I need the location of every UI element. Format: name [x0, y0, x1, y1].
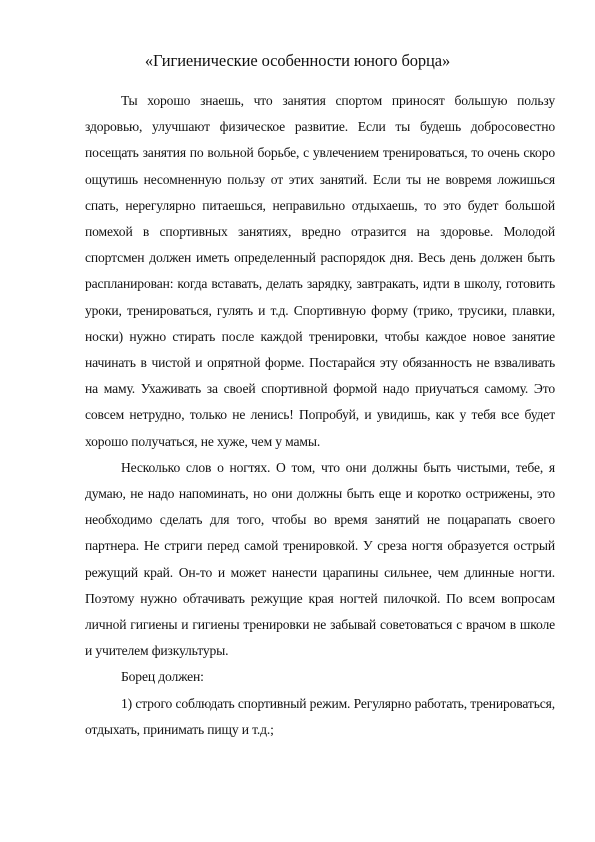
paragraph-intro: Ты хорошо знаешь, что занятия спортом приносят большую пользу здоровью, улучшают физическое развитие. Если ты будешь добросовестно посещать занятия по вольной борьбе, с увлечением тренироваться, то очень скоро ощутишь несомненную пользу от этих занятий. Если ты не вовремя ложишься спать, нерегулярно питаешься, неправильно отдыхаешь, то это будет большой помехой в спортивных занятиях, вредно отразится на здоровье. Молодой спортсмен должен иметь определенный распорядок дня. Весь день должен быть распланирован: когда вставать, делать зарядку, завтракать, идти в школу, готовить уроки, тренироваться, гулять и т.д. Спортивную форму (трико, трусики, плавки, носки) нужно стирать после каждой тренировки, чтобы каждое новое занятие начинать в чистой и опрятной форме. Постарайся эту обязанность не взваливать на маму. Ухаживать за своей спортивной формой надо приучаться самому. Это совсем нетрудно, только не ленись! Попробуй, и увидишь, как у тебя все будет хорошо получаться, не хуже, чем у мамы. [85, 93, 555, 449]
document-title: «Гигиенические особенности юного борца» [144, 51, 451, 70]
document-body [85, 88, 555, 743]
paragraph-nails: Несколько слов о ногтях. О том, что они должны быть чистыми, тебе, я думаю, не надо напоминать, но они должны быть еще и коротко острижены, это необходимо сделать для того, чтобы во время занятий не поцарапать своего партнера. Не стриги перед самой тренировкой. У среза ногтя образуется острый режущий край. Он-то и может нанести царапины сильнее, чем длинные ногти. Поэтому нужно обтачивать режущие края ногтей пилочкой. По всем вопросам личной гигиены и гигиены тренировки не забывай советоваться с врачом в школе и учителем физкультуры. [85, 459, 555, 659]
paragraph-rule-1: 1) строго соблюдать спортивный режим. Регулярно работать, тренироваться, отдыхать, принимать пищу и т.д.; [85, 695, 555, 737]
paragraph-wrestler-must: Борец должен: [121, 669, 204, 685]
